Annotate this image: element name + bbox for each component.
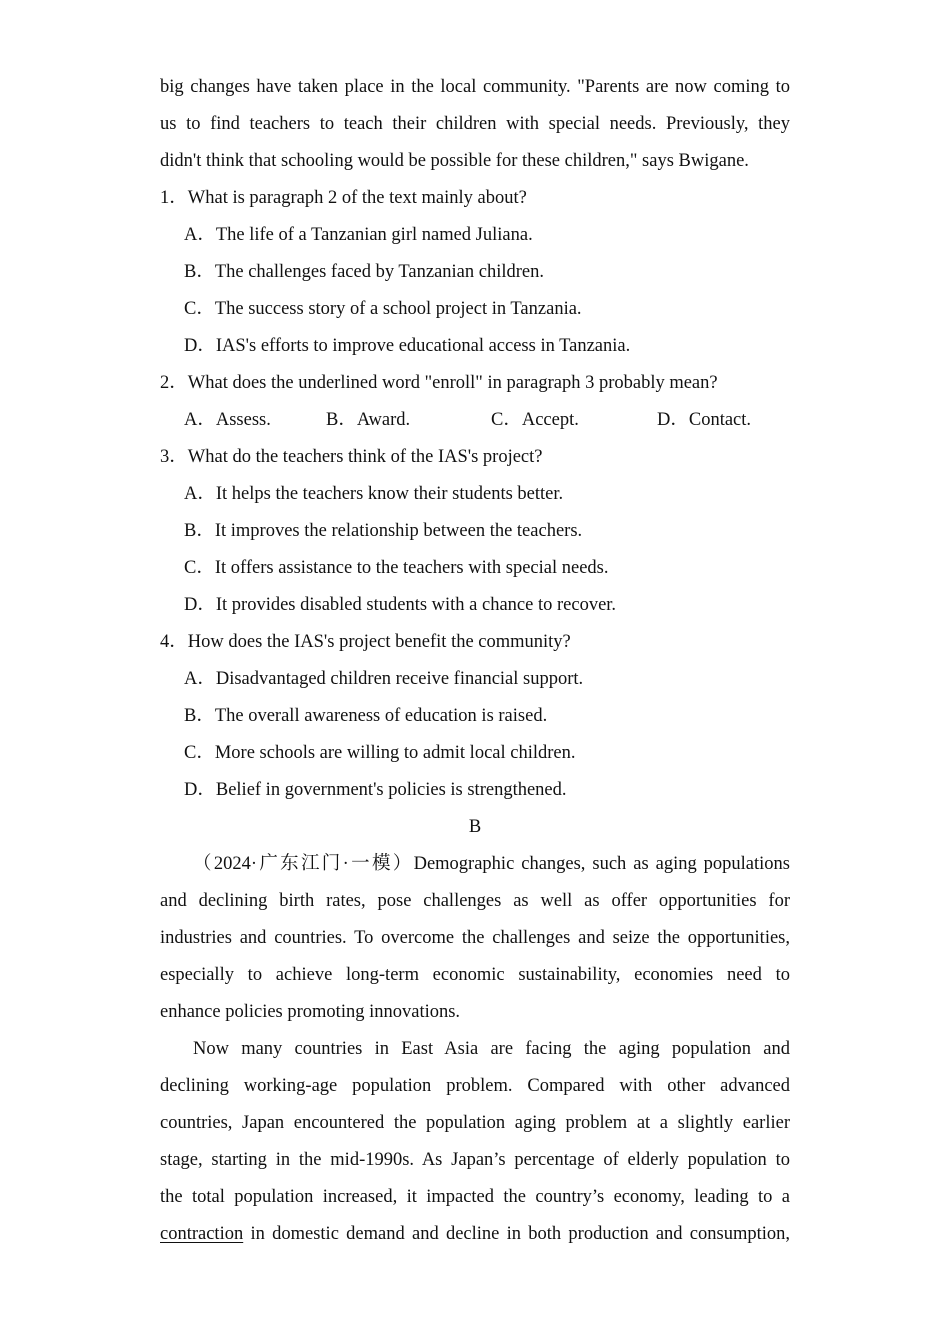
text-line: didn't think that schooling would be possible for these children," says Bwigane. [160,151,749,171]
question-stem [160,365,790,402]
text-line: enhance policies promoting innovations. [160,1002,461,1022]
text-line: Now many countries in East Asia are facing the aging population and [193,1039,790,1059]
text-segment: in domestic demand and decline in both production and consumption, [243,1224,790,1244]
option-b: B．The challenges faced by Tanzanian children. [184,262,544,282]
passage-paragraph-2 [160,1031,790,1253]
question-text: What is paragraph 2 of the text mainly about? [187,188,527,208]
question-stem [160,624,790,661]
options-row [160,402,790,439]
question-number: 4． [160,632,188,652]
text-line: industries and countries. To overcome the challenges and seize the opportunities, [160,928,790,948]
option-b: B．The overall awareness of education is raised. [184,706,548,726]
option-b: B．It improves the relationship between the teachers. [184,521,583,541]
text-line: big changes have taken place in the local community. "Parents are now coming to [160,77,790,97]
text-line: us to find teachers to teach their children with special needs. Previously, they [160,114,790,134]
option-c: C．More schools are willing to admit local children. [184,743,576,763]
question-number: 2． [160,373,188,393]
section-heading: B [468,817,482,837]
question-number: 1． [160,188,188,208]
option-a: A．Disadvantaged children receive financial support. [184,669,584,689]
question-2 [160,365,790,439]
question-3 [160,439,790,624]
option-d: D．Contact. [657,410,752,430]
text-line: the total population increased, it impacted the country’s economy, leading to a [160,1187,790,1207]
option-a: A．The life of a Tanzanian girl named Juliana. [184,225,533,245]
question-text: What does the underlined word "enroll" in paragraph 3 probably mean? [187,373,718,393]
question-1 [160,180,790,365]
document-page [160,69,790,1253]
text-line: （2024·广东江门·一模）Demographic changes, such as aging populations [193,854,790,874]
intro-paragraph [160,69,790,180]
question-text: How does the IAS's project benefit the community? [187,632,571,652]
option-a: A．It helps the teachers know their students better. [184,484,564,504]
option-c: C．Accept. [491,410,579,430]
underlined-word: contraction [160,1224,244,1244]
question-stem [160,180,790,217]
question-text: What do the teachers think of the IAS's project? [187,447,543,467]
text-line: countries, Japan encountered the population aging problem at a slightly earlier [160,1113,790,1133]
question-stem [160,439,790,476]
text-line: especially to achieve long-term economic sustainability, economies need to [160,965,790,985]
option-c: C．It offers assistance to the teachers with special needs. [184,558,609,578]
passage-paragraph-1 [160,846,790,1031]
text-line: declining working-age population problem. Compared with other advanced [160,1076,790,1096]
option-b: B．Award. [326,410,411,430]
question-4 [160,624,790,809]
text-line: stage, starting in the mid-1990s. As Japan’s percentage of elderly population to [160,1150,790,1170]
option-c: C．The success story of a school project in Tanzania. [184,299,582,319]
option-d: D．Belief in government's policies is strengthened. [184,780,567,800]
option-d: D．It provides disabled students with a chance to recover. [184,595,617,615]
question-number: 3． [160,447,188,467]
text-line [160,1216,790,1253]
option-d: D．IAS's efforts to improve educational access in Tanzania. [184,336,631,356]
option-a: A．Assess. [184,410,271,430]
text-line: and declining birth rates, pose challenges as well as offer opportunities for [160,891,790,911]
